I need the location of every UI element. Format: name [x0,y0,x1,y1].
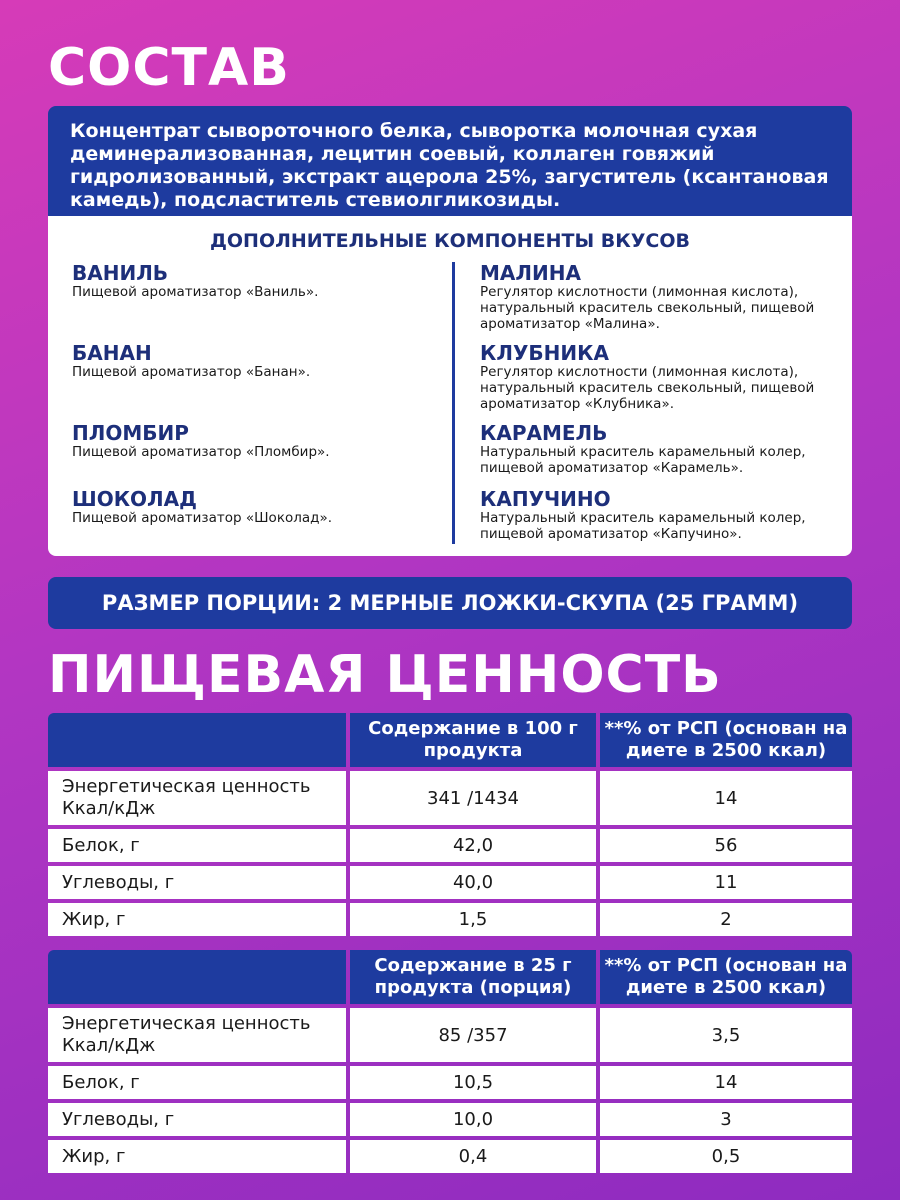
column-divider [452,262,455,544]
table-row [48,829,852,862]
nutrient-rdi: 11 [600,866,852,899]
nutrient-rdi: 2 [600,903,852,936]
flavor-name: МАЛИНА [480,261,581,285]
table-row [48,771,852,825]
flavor-description: Регулятор кислотности (лимонная кислота), натуральный краситель свекольный, пищевой ароматизатор «Клубника». [480,364,815,412]
header-cell-content: Содержание в 100 г продукта [350,713,596,767]
flavor-description: Пищевой ароматизатор «Ваниль». [72,284,319,300]
flavor-name: КЛУБНИКА [480,341,609,365]
flavor-name: КАРАМЕЛЬ [480,421,608,445]
nutrient-value: 40,0 [350,866,596,899]
nutrient-value: 10,0 [350,1103,596,1136]
nutrient-label: Энергетическая ценность Ккал/кДж [48,1008,346,1062]
nutrient-label: Жир, г [48,903,346,936]
table-row [48,1140,852,1173]
header-cell-rdi: **% от РСП (основан на диете в 2500 ккал) [600,950,852,1004]
composition-text: Концентрат сывороточного белка, сыворотка молочная сухая деминерализованная, лецитин соевый, коллаген говяжий гидролизованный, экстракт ацерола 25%, загуститель (ксантановая камедь), подсластитель стевиолгликозиды. [70,120,829,211]
flavor-item [480,488,840,542]
nutrient-rdi: 3,5 [600,1008,852,1062]
nutrient-rdi: 0,5 [600,1140,852,1173]
flavor-name: ПЛОМБИР [72,421,189,445]
header-cell-rdi: **% от РСП (основан на диете в 2500 ккал) [600,713,852,767]
nutrient-value: 0,4 [350,1140,596,1173]
flavor-item [480,422,840,476]
flavor-description: Пищевой ароматизатор «Банан». [72,364,311,380]
nutrient-label: Белок, г [48,829,346,862]
flavor-item [72,342,442,380]
table-row [48,903,852,936]
table-row [48,1008,852,1062]
table-row [48,1066,852,1099]
table-row [48,866,852,899]
nutrient-rdi: 3 [600,1103,852,1136]
composition-title: СОСТАВ [48,38,290,98]
flavor-name: ВАНИЛЬ [72,261,169,285]
nutrient-label: Энергетическая ценность Ккал/кДж [48,771,346,825]
nutrient-rdi: 56 [600,829,852,862]
header-cell-empty [48,713,346,767]
nutrient-label: Белок, г [48,1066,346,1099]
header-cell-content: Содержание в 25 г продукта (порция) [350,950,596,1004]
nutrient-value: 10,5 [350,1066,596,1099]
nutrition-title: ПИЩЕВАЯ ЦЕННОСТЬ [48,645,722,705]
composition-text-box [48,106,852,216]
header-cell-empty [48,950,346,1004]
flavor-item [480,262,840,332]
flavor-name: БАНАН [72,341,152,365]
flavor-description: Пищевой ароматизатор «Шоколад». [72,510,333,526]
flavor-description: Натуральный краситель карамельный колер, пищевой ароматизатор «Карамель». [480,444,806,476]
nutrient-value: 341 /1434 [350,771,596,825]
nutrient-rdi: 14 [600,771,852,825]
portion-size-banner: РАЗМЕР ПОРЦИИ: 2 МЕРНЫЕ ЛОЖКИ-СКУПА (25 ГРАММ) [48,577,852,629]
flavor-name: КАПУЧИНО [480,487,611,511]
flavor-description: Натуральный краситель карамельный колер, пищевой ароматизатор «Капучино». [480,510,806,542]
table-row [48,1103,852,1136]
nutrient-value: 42,0 [350,829,596,862]
table-header-row [48,950,852,1004]
nutrient-rdi: 14 [600,1066,852,1099]
nutrient-label: Углеводы, г [48,1103,346,1136]
flavor-description: Пищевой ароматизатор «Пломбир». [72,444,330,460]
flavor-name: ШОКОЛАД [72,487,197,511]
table-header-row [48,713,852,767]
nutrient-label: Жир, г [48,1140,346,1173]
flavor-item [72,262,442,300]
flavor-item [480,342,840,412]
nutrient-value: 1,5 [350,903,596,936]
nutrient-label: Углеводы, г [48,866,346,899]
flavor-description: Регулятор кислотности (лимонная кислота), натуральный краситель свекольный, пищевой ароматизатор «Малина». [480,284,815,332]
flavor-item [72,422,442,460]
flavors-panel [48,216,852,556]
flavors-heading: ДОПОЛНИТЕЛЬНЫЕ КОМПОНЕНТЫ ВКУСОВ [209,230,691,252]
nutrient-value: 85 /357 [350,1008,596,1062]
flavor-item [72,488,442,526]
